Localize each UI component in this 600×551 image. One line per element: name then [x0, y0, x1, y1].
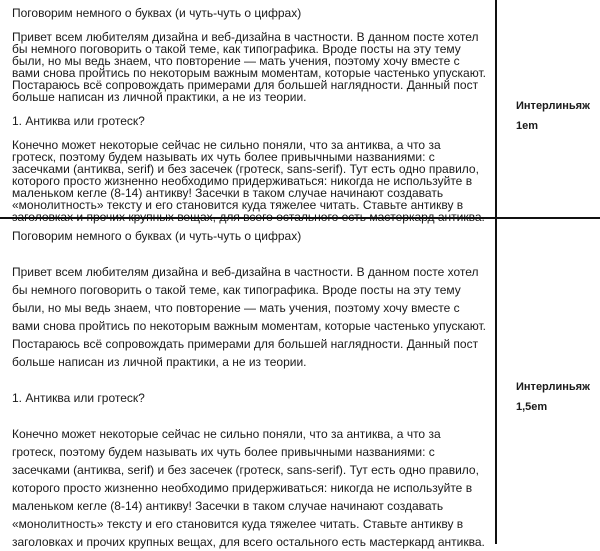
section-heading: 1. Антиква или гротеск? [12, 391, 145, 405]
body-paragraph: Конечно может некоторые сейчас не сильно поняли, что за антиква, а что за гротеск, поэтому будем называть их чуть более привычными названиями: с засечками (антиква, serif) и без засечек (гротеск, sans-serif). Тут есть одно правило, которого просто жизненно необходимо придерживаться: никогда не используйте в маленьком кегле (8-14) антикву! Засечки в таком случае начинают создавать «монолитность» тексту и его становится куда тяжелее читать. Ставьте антикву в заголовках и прочих крупных вещах, для всего остального есть мастеркард антиква. [12, 427, 485, 549]
line-height-caption: Интерлиньяж [516, 100, 590, 112]
body-paragraph: Конечно может некоторые сейчас не сильно поняли, что за антиква, а что за гротеск, поэтому будем называть их чуть более привычными названиями: с засечками (антиква, serif) и без засечек (гротеск, sans-serif). Тут есть одно правило, которого просто жизненно необходимо придерживаться: никогда не используйте в маленьком кегле (8-14) антикву! Засечки в таком случае начинают создавать «монолитность» тексту и его становится куда тяжелее читать. Ставьте антикву в [12, 138, 479, 212]
post-title: Поговорим немного о буквах (и чуть-чуть о цифрах) [12, 6, 302, 20]
line-height-value: 1em [516, 120, 539, 132]
line-height-label [516, 96, 590, 136]
line-height-value: 1,5em [516, 401, 548, 413]
intro-paragraph: Привет всем любителям дизайна и веб-дизайна в частности. В данном посте хотел бы немного поговорить о такой теме, как типографика. Вроде посты на эту тему были, но мы ведь знаем, что повторение — мать учения, поэтому хочу вместе с вами снова пройтись по некоторым важным моментам, которые частенько упускают. Постараюсь всё сопровождать примерами для большей наглядности. Данный пост больше написан из личной практики, а не из теории. [12, 30, 486, 104]
sample-text-block [0, 218, 497, 549]
line-height-caption: Интерлиньяж [516, 381, 590, 393]
line-height-1em-example [0, 0, 600, 218]
line-height-label [516, 377, 590, 417]
sample-text-block [0, 0, 497, 218]
post-title: Поговорим немного о буквах (и чуть-чуть о цифрах) [12, 229, 302, 243]
line-height-1-5em-example [0, 218, 600, 549]
intro-paragraph: Привет всем любителям дизайна и веб-дизайна в частности. В данном посте хотел бы немного поговорить о такой теме, как типографика. Вроде посты на эту тему были, но мы ведь знаем, что повторение — мать учения, поэтому хочу вместе с вами снова пройтись по некоторым важным моментам, которые частенько упускают. Постараюсь всё сопровождать примерами для большей наглядности. Данный пост больше написан из личной практики, а не из теории. [12, 265, 486, 369]
section-heading: 1. Антиква или гротеск? [12, 114, 145, 128]
